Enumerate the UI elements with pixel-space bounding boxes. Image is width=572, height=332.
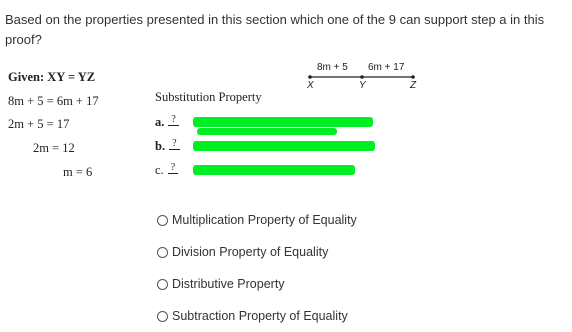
step-label: a.	[155, 115, 165, 129]
step-label: c.	[155, 163, 164, 177]
given-statement: Given: XY = YZ	[8, 70, 96, 84]
option-distributive[interactable]	[157, 268, 357, 300]
redaction-mark	[193, 141, 375, 151]
redaction-mark	[193, 117, 373, 127]
option-label: Multiplication Property of Equality	[172, 213, 357, 227]
option-multiplication[interactable]	[157, 204, 357, 236]
option-division[interactable]	[157, 236, 357, 268]
radio-button[interactable]	[157, 279, 168, 290]
segment-diagram	[305, 60, 420, 98]
segment-label-yz: 6m + 17	[368, 62, 405, 73]
step-blank: ?	[168, 115, 178, 126]
statement-2: 2m + 5 = 17	[8, 117, 70, 131]
step-label: b.	[155, 139, 166, 153]
reason-header: Substitution Property	[155, 90, 262, 104]
option-subtraction[interactable]	[157, 300, 357, 332]
redaction-mark	[197, 128, 337, 135]
point-z: Z	[410, 80, 417, 91]
statement-3: 2m = 12	[33, 141, 75, 155]
point-x: X	[307, 80, 314, 91]
redaction-mark	[193, 165, 355, 175]
reason-step-c	[155, 163, 178, 178]
statement-1: 8m + 5 = 6m + 17	[8, 94, 99, 108]
point-y: Y	[359, 80, 366, 91]
step-blank: ?	[169, 139, 179, 150]
option-label: Distributive Property	[172, 277, 285, 291]
statement-4: m = 6	[63, 165, 93, 179]
radio-button[interactable]	[157, 215, 168, 226]
radio-button[interactable]	[157, 247, 168, 258]
answer-options	[157, 204, 357, 332]
reason-step-a	[155, 115, 179, 130]
step-blank: ?	[168, 163, 178, 174]
segment-label-xy: 8m + 5	[317, 62, 348, 73]
question-text: Based on the properties presented in this section which one of the 9 can support step a in this proof?	[5, 12, 545, 47]
option-label: Division Property of Equality	[172, 245, 329, 259]
reason-step-b	[155, 139, 180, 154]
radio-button[interactable]	[157, 311, 168, 322]
option-label: Subtraction Property of Equality	[172, 309, 348, 323]
